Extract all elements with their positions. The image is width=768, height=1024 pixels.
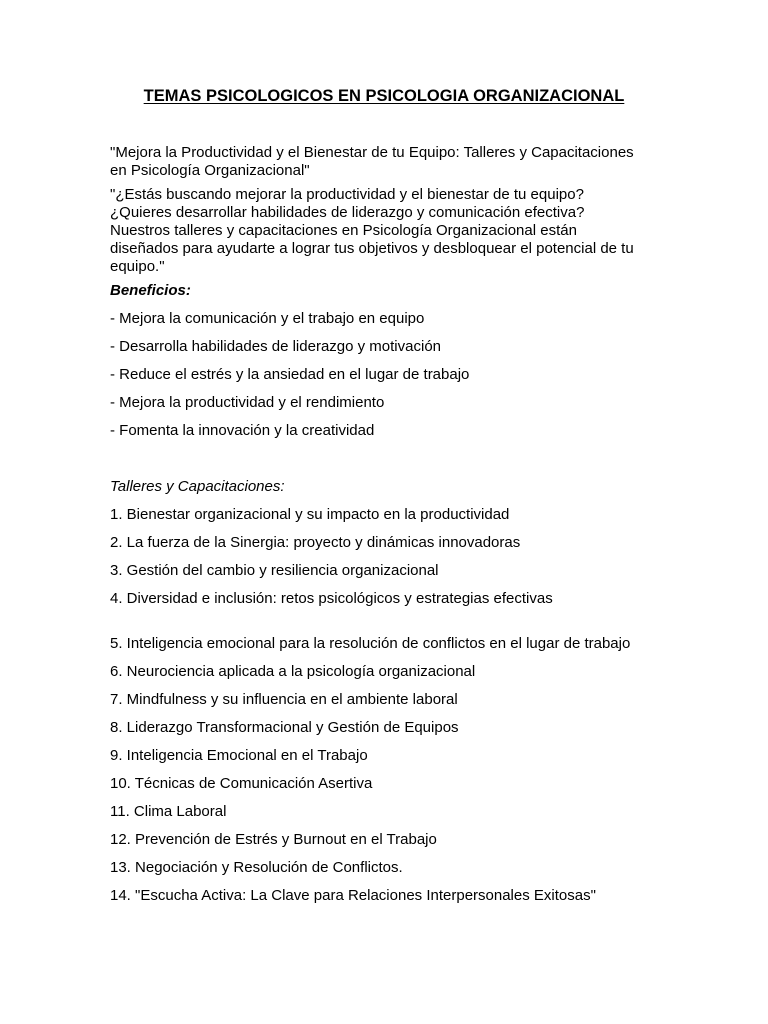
benefits-list <box>110 310 670 450</box>
spacer <box>110 618 670 635</box>
list-item: 7. Mindfulness y su influencia en el ambiente laboral <box>110 691 458 708</box>
document-body <box>110 144 670 915</box>
pitch-paragraph <box>110 186 670 276</box>
list-item: 8. Liderazgo Transformacional y Gestión de Equipos <box>110 719 459 736</box>
list-item: 9. Inteligencia Emocional en el Trabajo <box>110 747 368 764</box>
workshops-list-continued <box>110 635 670 915</box>
spacer <box>110 450 670 478</box>
list-item: 11. Clima Laboral <box>110 803 227 820</box>
list-item: 3. Gestión del cambio y resiliencia organizacional <box>110 562 439 579</box>
list-item: - Mejora la productividad y el rendimiento <box>110 394 385 411</box>
intro-line: "Mejora la Productividad y el Bienestar de tu Equipo: Talleres y Capacitaciones <box>110 144 634 161</box>
pitch-line: "¿Estás buscando mejorar la productividad y el bienestar de tu equipo? <box>110 186 584 203</box>
pitch-line: Nuestros talleres y capacitaciones en Psicología Organizacional están <box>110 222 577 239</box>
workshops-list <box>110 506 670 618</box>
workshops-heading: Talleres y Capacitaciones: <box>110 478 285 495</box>
list-item: - Mejora la comunicación y el trabajo en equipo <box>110 310 425 327</box>
list-item: 5. Inteligencia emocional para la resolución de conflictos en el lugar de trabajo <box>110 635 631 652</box>
list-item: - Desarrolla habilidades de liderazgo y motivación <box>110 338 442 355</box>
intro-line: en Psicología Organizacional" <box>110 162 310 179</box>
pitch-line: ¿Quieres desarrollar habilidades de liderazgo y comunicación efectiva? <box>110 204 585 221</box>
list-item: - Reduce el estrés y la ansiedad en el lugar de trabajo <box>110 366 470 383</box>
list-item: 10. Técnicas de Comunicación Asertiva <box>110 775 373 792</box>
list-item: 12. Prevención de Estrés y Burnout en el Trabajo <box>110 831 437 848</box>
intro-paragraph <box>110 144 670 180</box>
page-title: TEMAS PSICOLOGICOS EN PSICOLOGIA ORGANIZACIONAL <box>143 87 625 105</box>
list-item: - Fomenta la innovación y la creatividad <box>110 422 375 439</box>
list-item: 13. Negociación y Resolución de Conflictos. <box>110 859 403 876</box>
list-item: 4. Diversidad e inclusión: retos psicológicos y estrategias efectivas <box>110 590 553 607</box>
list-item: 6. Neurociencia aplicada a la psicología organizacional <box>110 663 476 680</box>
list-item: 1. Bienestar organizacional y su impacto en la productividad <box>110 506 510 523</box>
list-item: 14. "Escucha Activa: La Clave para Relaciones Interpersonales Exitosas" <box>110 887 596 904</box>
list-item: 2. La fuerza de la Sinergia: proyecto y dinámicas innovadoras <box>110 534 521 551</box>
benefits-heading: Beneficios: <box>110 282 191 299</box>
pitch-line: diseñados para ayudarte a lograr tus objetivos y desbloquear el potencial de tu <box>110 240 634 257</box>
pitch-line: equipo." <box>110 258 165 275</box>
